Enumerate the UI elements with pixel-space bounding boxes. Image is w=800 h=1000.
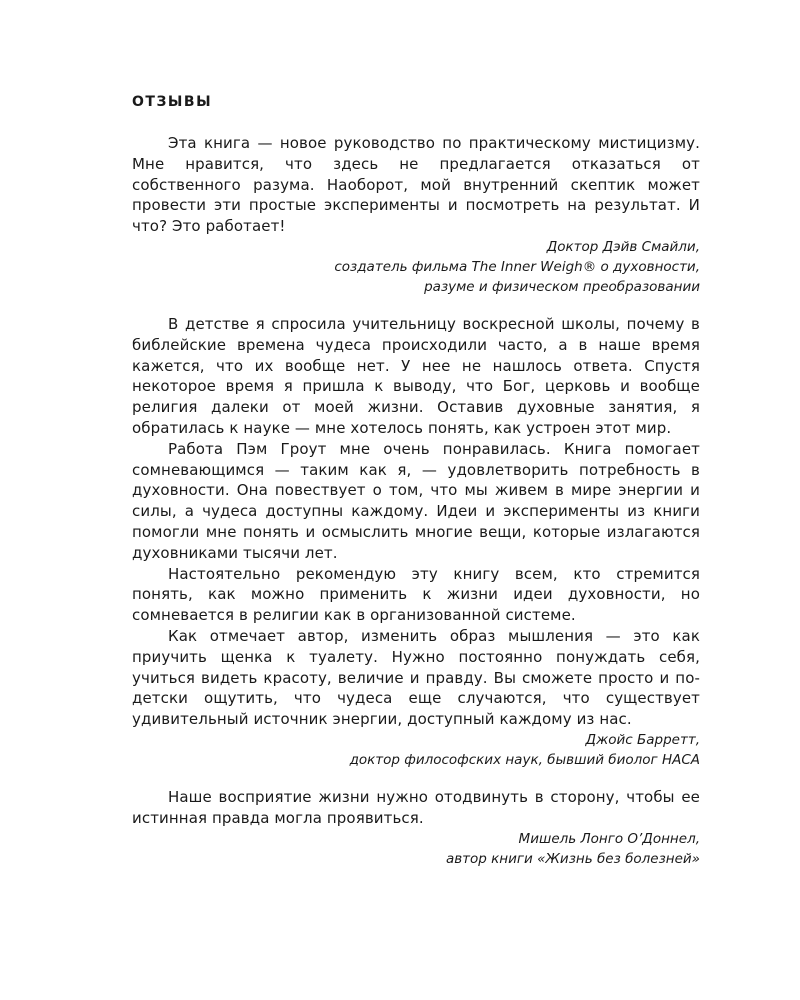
review-paragraph: Наше восприятие жизни нужно отодвинуть в сторону, чтобы ее истинная правда могла проявиться. [132, 787, 700, 827]
review-paragraph: Настоятельно рекомендую эту книгу всем, кто стремится понять, как можно применить к жизни идеи духовности, но сомневается в религии как в организованной системе. [132, 564, 700, 625]
review-attribution [132, 829, 700, 869]
review-paragraph: Эта книга — новое руководство по практическому мистицизму. Мне нравится, что здесь не предлагается отказаться от собственного разума. Наоборот, мой внутренний скептик может провести эти простые эксперименты и посмотреть на результат. И что? Это работает! [132, 134, 700, 236]
section-title: ОТЗЫВЫ [132, 94, 213, 110]
author-credential: создатель фильма The Inner Weigh® о духовности, [334, 258, 700, 275]
review-1 [132, 133, 700, 297]
review-3 [132, 787, 700, 869]
author-name: Мишель Лонго О’Доннел, [518, 830, 700, 847]
review-paragraph: Работа Пэм Гроут мне очень понравилась. Книга помогает сомневающимся — таким как я, — удовлетворить потребность в духовности. Она повествует о том, что мы живем в мире энергии и силы, а чудеса доступны каждому. Идеи и эксперименты из книги помогли мне понять и осмыслить многие вещи, которые излагаются духовниками тысячи лет. [132, 439, 700, 562]
review-attribution [132, 237, 700, 297]
author-credential: разуме и физическом преобразовании [424, 278, 700, 295]
author-credential: автор книги «Жизнь без болезней» [445, 850, 700, 867]
page [132, 92, 700, 869]
review-paragraph: В детстве я спросила учительницу воскресной школы, почему в библейские времена чудеса происходили часто, а в наше время кажется, что их вообще нет. У нее не нашлось ответа. Спустя некоторое время я пришла к выводу, что Бог, церковь и вообще религия далеки от моей жизни. Оставив духовные занятия, я обратилась к науке — мне хотелось понять, как устроен этот мир. [132, 314, 700, 437]
review-paragraph: Как отмечает автор, изменить образ мышления — это как приучить щенка к туалету. Нужно постоянно понуждать себя, учиться видеть красоту, величие и правду. Вы сможете просто и по-детски ощутить, что чудеса еще случаются, что существует удивительный источник энергии, доступный каждому из нас. [132, 626, 700, 729]
author-name: Доктор Дэйв Смайли, [546, 238, 700, 255]
author-credential: доктор философских наук, бывший биолог НАСА [349, 751, 700, 768]
review-2 [132, 314, 700, 770]
review-attribution [132, 730, 700, 770]
author-name: Джойс Барретт, [585, 731, 700, 748]
